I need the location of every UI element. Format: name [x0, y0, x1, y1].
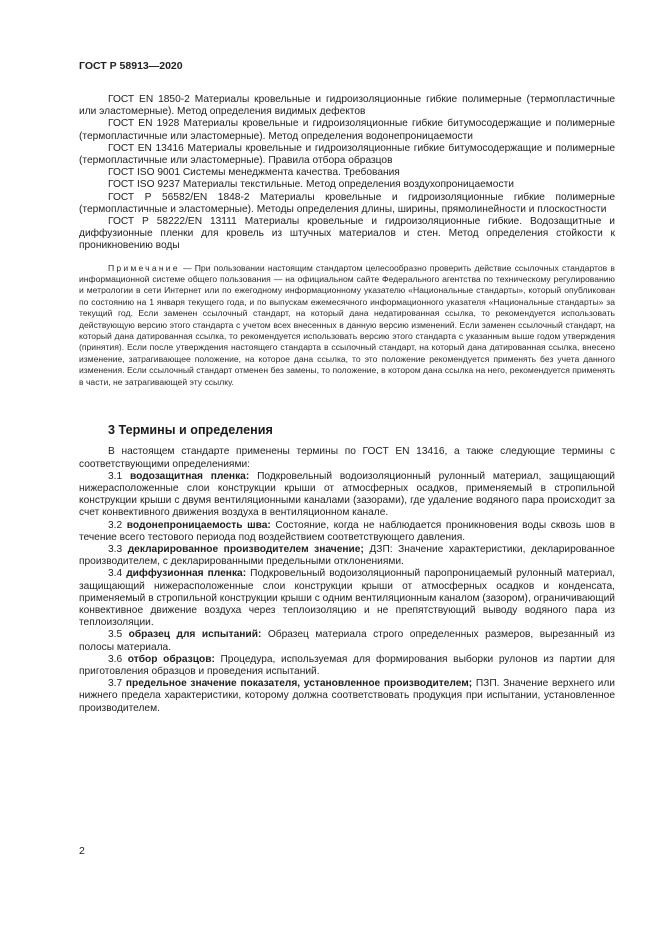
term-definition: Подкровельный водоизоляционный паропроницаемый рулонный материал, защищающий нижерасположенные слои конструкции крыши от атмосферных осадков и конденсата, применяемый в стропильной конструкции крыши с одним вентиляционным каналом (зазором), ограничивающий конвективное движение воздуха через теплоизоляцию и не препятствующий выводу водяного пара из теплоизоляции.: [79, 568, 616, 629]
section-intro: В настоящем стандарте применены термины по ГОСТ EN 13416, а также следующие термины с соответствующими определениями:: [79, 446, 615, 470]
note-paragraph: [79, 263, 615, 388]
term-name: водонепроницаемость шва:: [126, 519, 271, 531]
note-label: Примечание: [108, 262, 180, 273]
document-header: ГОСТ Р 58913—2020: [79, 60, 183, 72]
term-number: 3.7: [108, 678, 123, 690]
reference-item: ГОСТ ISO 9237 Материалы текстильные. Метод определения воздухопроницаемости: [108, 179, 514, 191]
reference-item: ГОСТ ISO 9001 Системы менеджмента качества. Требования: [108, 167, 400, 179]
reference-item: ГОСТ EN 1850-2 Материалы кровельные и гидроизоляционные гибкие полимерные (термопластичные или эластомерные). Метод определения видимых дефектов: [79, 94, 615, 118]
term-name: диффузионная пленка:: [126, 568, 247, 580]
term-entry: [79, 471, 615, 520]
term-definition: ДЗП: Значение характеристики, декларированное производителем, с декларированными предельными отклонениями.: [79, 543, 615, 568]
term-definition: Подкровельный водоизоляционный рулонный материал, защищающий нижерасположенные слои конструкции крыши от атмосферных осадков, применяемый в стропильной конструкции крыши с двумя вентиляционными каналами (зазорами), где удаление водяного пара происходит за счет конвективного движения воздуха в вентиляционном канале.: [79, 470, 615, 519]
reference-item: ГОСТ EN 13416 Материалы кровельные и гидроизоляционные гибкие битумосодержащие и полимерные (термопластичные или эластомерные). Правила отбора образцов: [79, 142, 615, 167]
term-number: 3.3: [108, 543, 123, 555]
term-number: 3.4: [108, 568, 123, 580]
reference-item: ГОСТ Р 56582/EN 1848-2 Материалы кровельные и гидроизоляционные гибкие полимерные (термопластичные и эластомерные). Методы определения длины, ширины, прямолинейности и плоскостности: [79, 191, 615, 215]
section-title: 3 Термины и определения: [108, 423, 273, 438]
term-name: предельное значение показателя, установленное производителем;: [125, 678, 473, 690]
term-entry: [79, 544, 615, 568]
page-content: [79, 94, 615, 715]
term-number: 3.6: [108, 653, 123, 665]
term-definition: ПЗП. Значение верхнего или нижнего предела характеристики, которому должна соответствовать продукция при испытании, установленное производителем.: [79, 678, 615, 714]
note-text: — При пользовании настоящим стандартом целесообразно проверить действие ссылочных стандартов в информационной системе общего пользования — на официальном сайте Федерального агентства по техническому регулированию и метрологии в сети Интернет или по ежегодному информационному указателю «Национальные стандарты», который опубликован по состоянию на 1 января текущего года, и по выпускам ежемесячного информационного указателя «Национальные стандарты» за текущий год. Если заменен ссылочный стандарт, на который дана недатированная ссылка, то рекомендуется использовать действующую версию этого стандарта с учетом всех внесенных в данную версию изменений. Если заменен ссылочный стандарт, на который дана датированная ссылка, то рекомендуется использовать версию этого стандарта с указанным выше годом утверждения (принятия). Если после утверждения настоящего стандарта в ссылочный стандарт, на который дана датированная ссылка, внесено изменение, затрагивающее положение, на которое дана ссылка, то это положение рекомендуется применять без учета данного изменения. Если ссылочный стандарт отменен без замены, то положение, в котором дана ссылка на него, рекомендуется применять в части, не затрагивающей эту ссылку.: [79, 262, 615, 387]
term-entry: [79, 568, 615, 629]
term-entry: [79, 678, 615, 715]
term-name: декларированное производителем значение;: [127, 543, 364, 555]
term-number: 3.5: [108, 629, 123, 641]
term-number: 3.2: [108, 519, 123, 531]
term-name: образец для испытаний:: [128, 629, 262, 641]
reference-item: ГОСТ Р 58222/EN 13111 Материалы кровельные и гидроизоляционные гибкие. Водозащитные и диффузионные пленки для кровель из штучных материалов и стен. Метод определения стойкости к проникновению воды: [79, 216, 615, 252]
term-name: водозащитная пленка:: [129, 470, 250, 482]
terms-list: [79, 446, 615, 714]
term-definition: Состояние, когда не наблюдается проникновения воды сквозь шов в течение всего тестового периода под воздействием соответствующего давления.: [79, 519, 615, 543]
term-entry: [79, 629, 615, 653]
term-definition: Процедура, используемая для формирования выборки рулонов из партии для приготовления образцов и проведения испытаний.: [79, 653, 615, 677]
term-name: отбор образцов:: [127, 653, 215, 665]
term-entry: [79, 654, 615, 678]
normative-references-list: [79, 94, 615, 253]
page-number: 2: [79, 845, 85, 857]
term-number: 3.1: [108, 470, 123, 482]
term-definition: Образец материала строго определенных размеров, вырезанный из полосы материала.: [79, 629, 615, 653]
reference-item: ГОСТ EN 1928 Материалы кровельные и гидроизоляционные гибкие битумосодержащие и полимерные (термопластичные или эластомерные). Метод определения водонепроницаемости: [79, 118, 615, 142]
term-entry: [79, 520, 615, 544]
